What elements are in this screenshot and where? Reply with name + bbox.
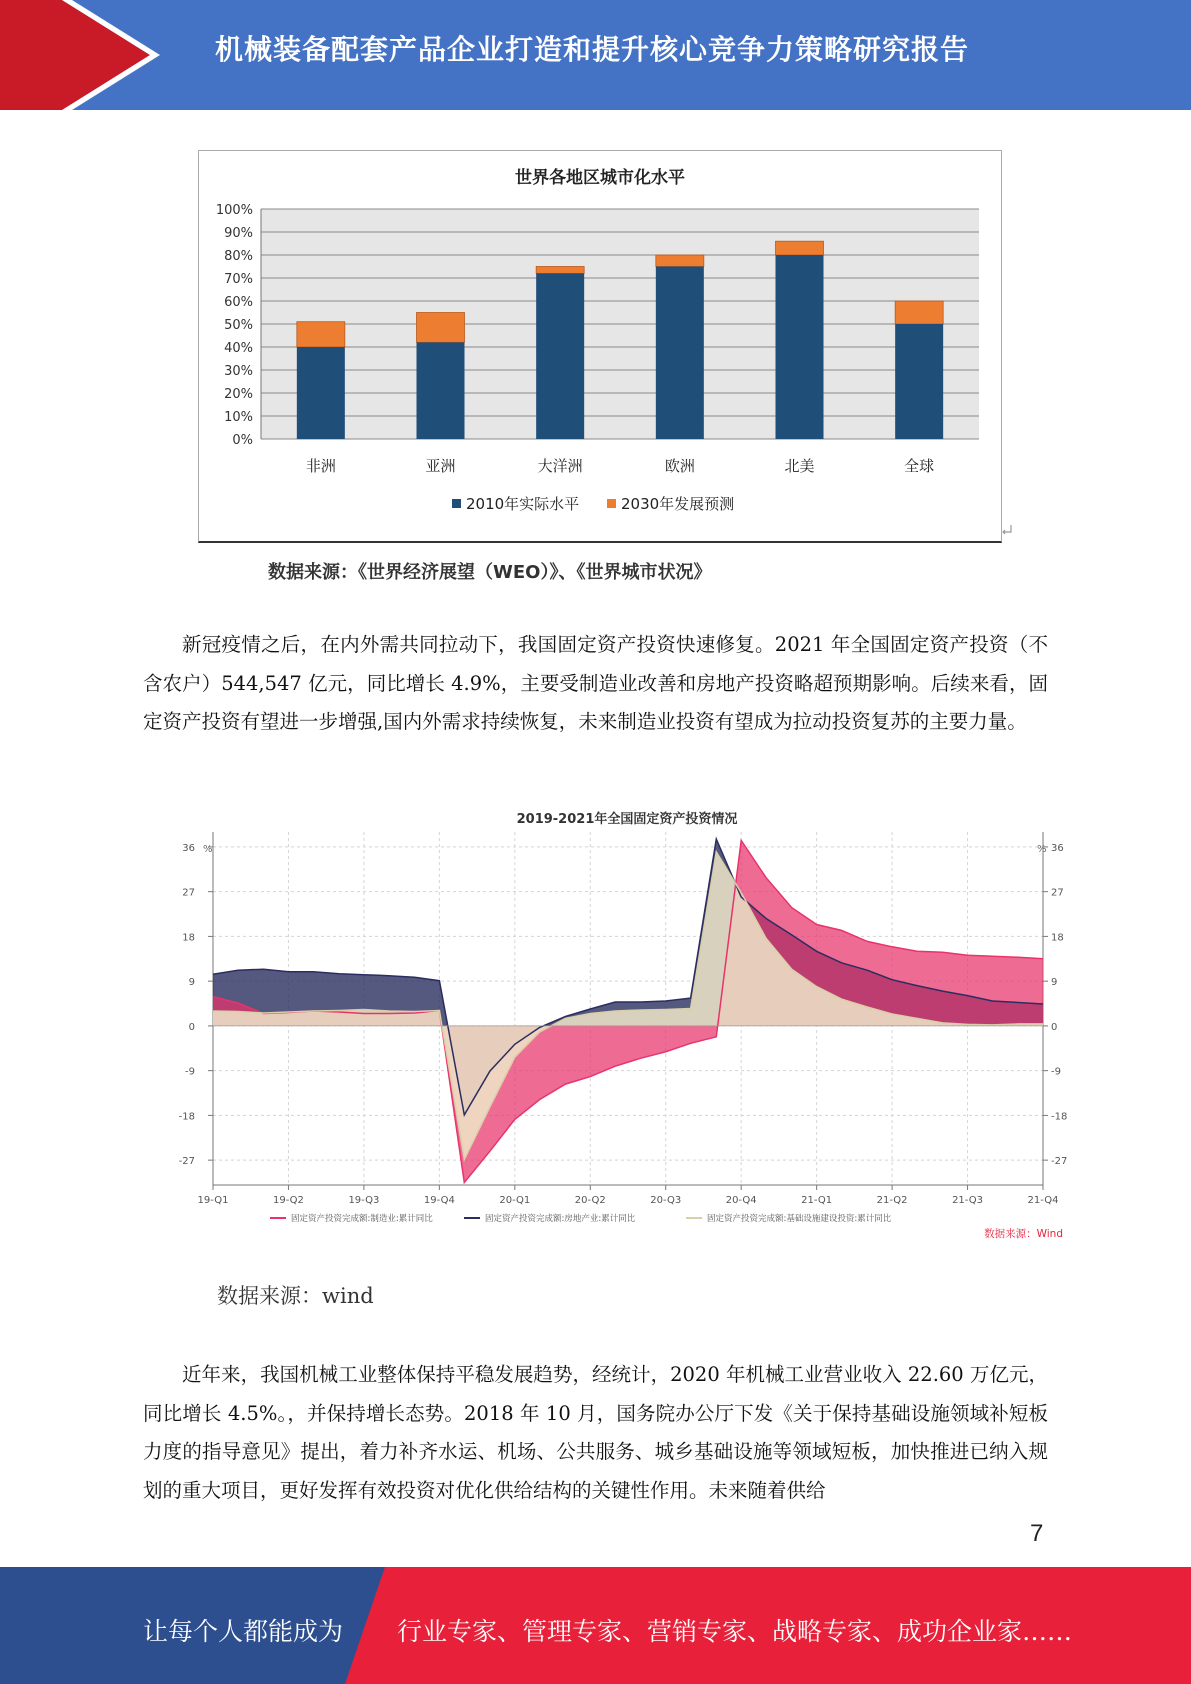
y-tick-label: 80% <box>224 249 253 264</box>
y-tick-label-left: 18 <box>182 932 195 944</box>
x-tick-label: 19-Q2 <box>272 1195 304 1206</box>
legend-swatch-2030 <box>607 499 616 508</box>
x-tick-label: 19-Q1 <box>197 1195 229 1206</box>
y-tick-label-left: -27 <box>178 1156 195 1168</box>
y-tick-label: 30% <box>224 364 253 379</box>
y-tick-label: 10% <box>224 410 253 425</box>
legend-label-series-infrastructure: 固定资产投资完成额:基础设施建设投资:累计同比 <box>707 1214 892 1224</box>
x-tick-label: 21-Q1 <box>801 1195 833 1206</box>
y-tick-label-right: -9 <box>1051 1066 1061 1078</box>
urbanization-chart-frame <box>198 150 1002 543</box>
paragraph-mark-icon <box>1000 523 1014 537</box>
bar-2030-forecast <box>417 313 465 343</box>
y-tick-label-left: -18 <box>178 1111 195 1123</box>
legend-label-series-manufacturing: 固定资产投资完成额:制造业:累计同比 <box>291 1214 433 1224</box>
paragraph-2-text: 近年来，我国机械工业整体保持平稳发展趋势，经统计，2020 年机械工业营业收入 22.60 万亿元，同比增长 4.5%。，并保持增长态势。2018 年 10 月，国务院办公厅下发《关于保持基础设施领域补短板力度的指导意见》提出，着力补齐水运、机场、公共服务、城乡基础设施等领域短板，加快推进已纳入规划的重大项目，更好发挥有效投资对优化供给结构的关键性作用。未来随着供给 <box>143 1363 1048 1502</box>
paragraph-1-text: 新冠疫情之后，在内外需共同拉动下，我国固定资产投资快速修复。2021 年全国固定资产投资（不含农户）544,547 亿元，同比增长 4.9%，主要受制造业改善和房地产投资略超预期影响。后续来看，固定资产投资有望进一步增强,国内外需求持续恢复，未来制造业投资有望成为拉动投资复苏的主要力量。 <box>143 633 1048 733</box>
body-paragraph-2 <box>143 1356 1048 1510</box>
y-tick-label-right: 36 <box>1051 842 1064 854</box>
body-paragraph-1 <box>143 626 1048 742</box>
legend-label-series-real-estate: 固定资产投资完成额:房地产业:累计同比 <box>485 1214 636 1224</box>
bar-2010-actual <box>656 267 704 440</box>
x-tick-label: 20-Q3 <box>650 1195 682 1206</box>
y-tick-label-left: 0 <box>188 1021 195 1033</box>
x-tick-label: 20-Q4 <box>725 1195 757 1206</box>
bar-2010-actual <box>536 273 584 439</box>
y-unit-left: % <box>203 844 213 855</box>
footer-slogan-left: 让每个人都能成为 <box>143 1617 344 1646</box>
bar-2030-forecast <box>776 241 824 255</box>
urbanization-bar-chart <box>199 151 1001 541</box>
page-number: 7 <box>1030 1520 1044 1547</box>
legend-label-2030: 2030年发展预测 <box>621 495 735 513</box>
y-tick-label: 20% <box>224 387 253 402</box>
page-header <box>0 0 1191 110</box>
chart2-source-caption: 数据来源：wind <box>217 1284 374 1308</box>
header-arrow-decoration <box>0 0 160 110</box>
fixed-asset-investment-chart <box>170 810 1080 1260</box>
chart2-inner-source: 数据来源：Wind <box>984 1228 1063 1240</box>
x-tick-label: 20-Q1 <box>499 1195 531 1206</box>
bar-2010-actual <box>417 342 465 439</box>
chart2-title: 2019-2021年全国固定资产投资情况 <box>516 812 738 827</box>
y-tick-label-right: 27 <box>1051 887 1064 899</box>
x-tick-label: 19-Q4 <box>423 1195 455 1206</box>
chart1-source-caption: 数据来源：《世界经济展望（WEO）》、《世界城市状况》 <box>268 562 712 583</box>
x-category-label: 非洲 <box>305 457 336 475</box>
legend-swatch-2010 <box>452 499 461 508</box>
x-tick-label: 19-Q3 <box>348 1195 380 1206</box>
y-tick-label: 100% <box>215 203 253 218</box>
y-tick-label: 40% <box>224 341 253 356</box>
y-tick-label: 60% <box>224 295 253 310</box>
footer-slogan-right: 行业专家、管理专家、营销专家、战略专家、成功企业家…… <box>397 1617 1073 1646</box>
bar-2010-actual <box>776 255 824 439</box>
x-category-label: 欧洲 <box>664 457 695 475</box>
report-title: 机械装备配套产品企业打造和提升核心竞争力策略研究报告 <box>215 33 970 66</box>
y-tick-label: 50% <box>224 318 253 333</box>
chart-title: 世界各地区城市化水平 <box>515 168 685 188</box>
x-tick-label: 21-Q4 <box>1027 1195 1059 1206</box>
x-category-label: 大洋洲 <box>537 457 583 475</box>
y-tick-label-right: -27 <box>1051 1156 1068 1168</box>
x-tick-label: 21-Q2 <box>876 1195 908 1206</box>
y-tick-label-left: -9 <box>185 1066 195 1078</box>
y-tick-label-right: 9 <box>1051 977 1058 989</box>
legend-label-2010: 2010年实际水平 <box>466 495 580 513</box>
y-tick-label-right: -18 <box>1051 1111 1068 1123</box>
bar-2030-forecast <box>297 322 345 347</box>
bar-2010-actual <box>895 324 943 439</box>
y-tick-label-right: 0 <box>1051 1021 1058 1033</box>
x-category-label: 亚洲 <box>425 457 456 475</box>
bar-2030-forecast <box>656 255 704 267</box>
x-category-label: 全球 <box>904 457 935 475</box>
y-tick-label-left: 27 <box>182 887 195 899</box>
y-tick-label-left: 36 <box>182 842 195 854</box>
x-tick-label: 21-Q3 <box>952 1195 984 1206</box>
y-tick-label-right: 18 <box>1051 932 1064 944</box>
y-tick-label: 0% <box>232 433 253 448</box>
y-unit-right: % <box>1037 844 1047 855</box>
bar-2030-forecast <box>895 301 943 324</box>
bar-2010-actual <box>297 347 345 439</box>
y-tick-label: 70% <box>224 272 253 287</box>
x-category-label: 北美 <box>784 457 815 475</box>
y-tick-label-left: 9 <box>188 977 195 989</box>
bar-2030-forecast <box>536 267 584 274</box>
y-tick-label: 90% <box>224 226 253 241</box>
x-tick-label: 20-Q2 <box>574 1195 606 1206</box>
